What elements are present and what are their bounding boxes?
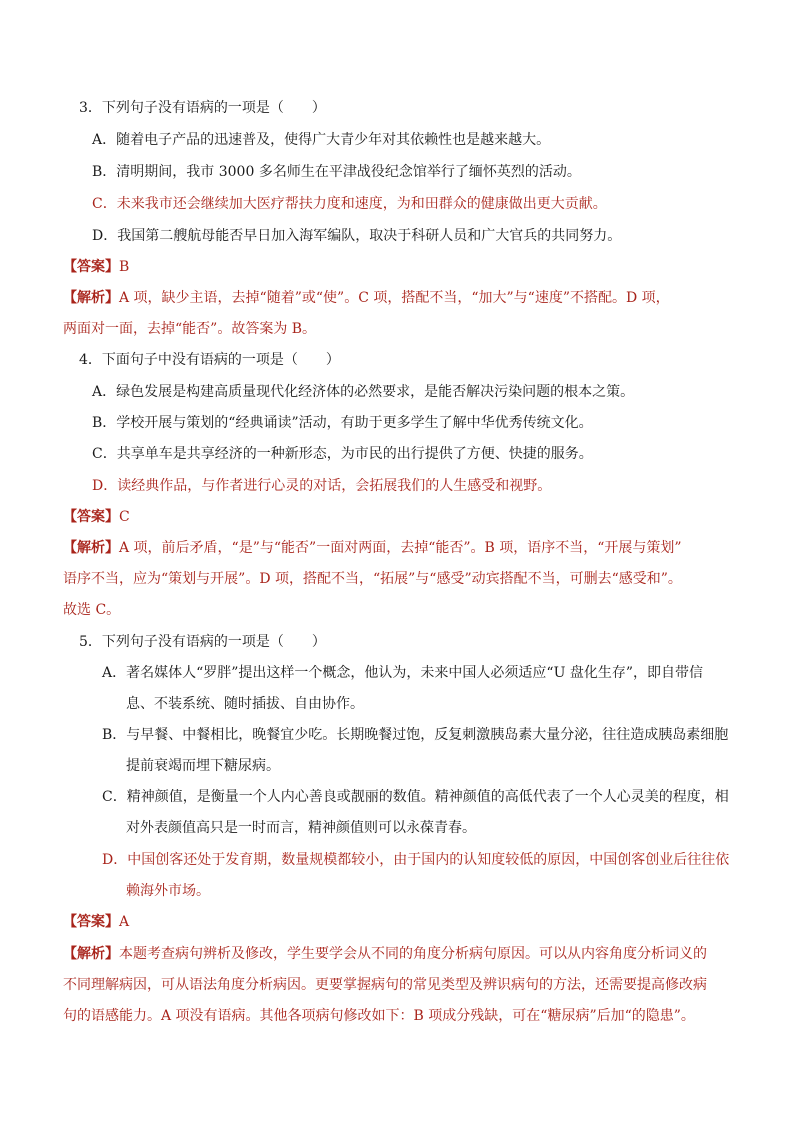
analysis-text: A 项，前后矛盾，“是”与“能否”一面对两面，去掉“能否”。B 项，语序不当，“开展与策划”: [119, 540, 682, 556]
question-5-analysis-line-3: 句的语感能力。A 项没有语病。其他各项病句修改如下：B 项成分残缺，可在“糖尿病”后加“的隐患”。: [63, 1008, 695, 1024]
question-5-option-b-line-2: 提前衰竭而埋下糖尿病。: [126, 758, 280, 774]
question-5-option-c-line-1: C．精神颜值，是衡量一个人内心善良或靓丽的数值。精神颜值的高低代表了一个人心灵美的程度，相: [102, 789, 729, 805]
answer-tag: 【答案】: [63, 259, 119, 275]
question-3-analysis-line-1: [63, 288, 670, 308]
analysis-text: A 项，缺少主语，去掉“随着”或“使”。C 项，搭配不当，“加大”与“速度”不搭配。D 项，: [119, 290, 670, 306]
analysis-text: 本题考查病句辨析及修改，学生要学会从不同的角度分析病句原因。可以从内容角度分析词义的: [119, 946, 707, 962]
question-3-option-d: D．我国第二艘航母能否早日加入海军编队，取决于科研人员和广大官兵的共同努力。: [92, 228, 622, 244]
answer-value: B: [119, 259, 130, 275]
question-5-analysis-line-1: [63, 944, 707, 964]
question-4-analysis-line-1: [63, 538, 682, 558]
question-5-option-c-line-2: 对外表颜值高只是一时而言，精神颜值则可以永葆青春。: [126, 820, 476, 836]
question-5-option-a-line-1: A．著名媒体人“罗胖”提出这样一个概念，他认为，未来中国人必须适应“U 盘化生存”，即自带信: [102, 665, 703, 681]
question-4-analysis-line-2: 语序不当，应为“策划与开展”。D 项，搭配不当，“拓展”与“感受”动宾搭配不当，可删去“感受和”。: [63, 571, 682, 587]
question-5-option-b-line-1: B．与早餐、中餐相比，晚餐宜少吃。长期晚餐过饱，反复刺激胰岛素大量分泌，往往造成胰岛素细胞: [102, 727, 729, 743]
question-4-option-d: D．读经典作品，与作者进行心灵的对话，会拓展我们的人生感受和视野。: [92, 478, 552, 494]
question-4-answer: [63, 507, 130, 527]
question-3-option-c: C．未来我市还会继续加大医疗帮扶力度和速度，为和田群众的健康做出更大贡献。: [92, 196, 607, 212]
question-3-stem: 3．下列句子没有语病的一项是（ ）: [79, 100, 326, 116]
question-5-option-a-line-2: 息、不装系统、随时插拔、自由协作。: [126, 696, 364, 712]
analysis-tag: 【解析】: [63, 540, 119, 556]
question-4-analysis-line-3: 故选 C。: [63, 602, 121, 618]
answer-tag: 【答案】: [63, 509, 119, 525]
question-4-option-c: C．共享单车是共享经济的一种新形态，为市民的出行提供了方便、快捷的服务。: [92, 446, 593, 462]
question-3-answer: [63, 257, 129, 277]
question-3-option-b: B．清明期间，我市 3000 多名师生在平津战役纪念馆举行了缅怀英烈的活动。: [92, 164, 581, 180]
question-3-analysis-line-2: 两面对一面，去掉“能否”。故答案为 B。: [63, 321, 317, 337]
question-5-analysis-line-2: 不同理解病因，可从语法角度分析病因。更要掌握病句的常见类型及辨识病句的方法，还需要提高修改病: [63, 977, 707, 993]
question-5-stem: 5．下列句子没有语病的一项是（ ）: [79, 634, 326, 650]
answer-tag: 【答案】: [63, 914, 119, 930]
question-3-option-a: A．随着电子产品的迅速普及，使得广大青少年对其依赖性也是越来越大。: [92, 132, 551, 148]
answer-value: C: [119, 509, 130, 525]
question-5-answer: [63, 912, 129, 932]
answer-value: A: [119, 914, 130, 930]
question-5-option-d-line-1: D．中国创客还处于发育期，数量规模都较小，由于国内的认知度较低的原因，中国创客创业后往往依: [102, 852, 730, 868]
question-5-option-d-line-2: 赖海外市场。: [126, 883, 210, 899]
analysis-tag: 【解析】: [63, 946, 119, 962]
analysis-tag: 【解析】: [63, 290, 119, 306]
question-4-stem: 4．下面句子中没有语病的一项是（ ）: [79, 352, 340, 368]
question-4-option-b: B．学校开展与策划的“经典诵读”活动，有助于更多学生了解中华优秀传统文化。: [92, 415, 593, 431]
question-4-option-a: A．绿色发展是构建高质量现代化经济体的必然要求，是能否解决污染问题的根本之策。: [92, 384, 635, 400]
